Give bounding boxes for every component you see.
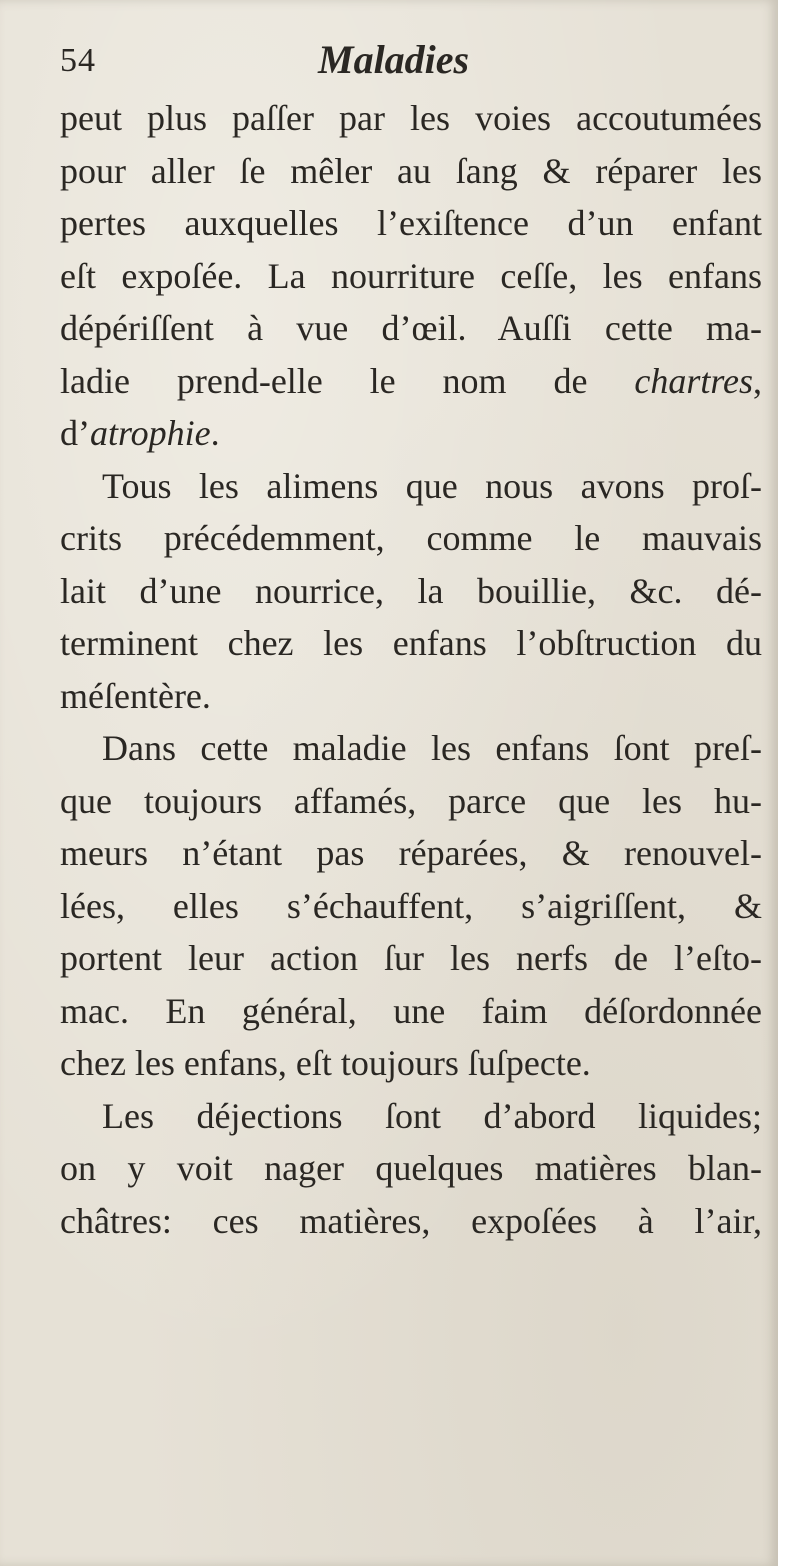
- paragraph: [60, 722, 762, 1090]
- paragraph: [60, 92, 762, 460]
- paragraph: [60, 460, 762, 723]
- italic-term: chartres: [634, 360, 753, 401]
- scan-margin: [778, 0, 800, 1566]
- text-segment: ,: [753, 360, 762, 401]
- text-line: Tous les alimens que nous avons proſ-: [102, 465, 762, 506]
- text-line: portent leur action ſur les nerfs de l’eſto-: [60, 938, 762, 978]
- text-line: peut plus paſſer par les voies accoutumées: [60, 98, 762, 138]
- text-line: crits précédemment, comme le mauvais: [60, 518, 762, 558]
- text-line: châtres: ces matières, expoſées à l’air,: [60, 1200, 762, 1241]
- text-line: meurs n’étant pas réparées, & renouvel-: [60, 833, 762, 873]
- text-segment: .: [210, 413, 220, 453]
- text-line: dépériſſent à vue d’œil. Auſſi cette ma-: [60, 308, 762, 348]
- text-line: Les déjections ſont d’abord liquides;: [102, 1095, 762, 1136]
- text-line: que toujours affamés, parce que les hu-: [60, 780, 762, 821]
- text-line: eſt expoſée. La nourriture ceſſe, les enfans: [60, 255, 762, 296]
- text-line: lées, elles s’échauffent, s’aigriſſent, &: [60, 885, 762, 926]
- body-text: [60, 92, 762, 1247]
- page-number: 54: [60, 42, 96, 79]
- text-segment: ladie prend-elle le nom de: [60, 360, 635, 401]
- text-line: pour aller ſe mêler au ſang & réparer les: [60, 150, 762, 191]
- text-line: [60, 407, 762, 460]
- text-line: terminent chez les enfans l’obſtruction du: [60, 623, 762, 663]
- text-segment: d’: [60, 413, 90, 453]
- paragraph: [60, 1090, 762, 1248]
- text-line: pertes auxquelles l’exiſtence d’un enfant: [60, 203, 762, 243]
- text-line: lait d’une nourrice, la bouillie, &c. dé-: [60, 570, 762, 611]
- running-title: Maladies: [318, 37, 470, 82]
- text-line: on y voit nager quelques matières blan-: [60, 1148, 762, 1188]
- italic-term: atrophie: [90, 413, 211, 453]
- text-line: [60, 355, 762, 408]
- text-line: méſentère.: [60, 675, 211, 716]
- page-header: [60, 36, 740, 96]
- text-line: Dans cette maladie les enfans ſont preſ-: [102, 728, 762, 768]
- text-line: mac. En général, une faim déſordonnée: [60, 990, 762, 1031]
- text-line: chez les enfans, eſt toujours ſuſpecte.: [60, 1043, 591, 1083]
